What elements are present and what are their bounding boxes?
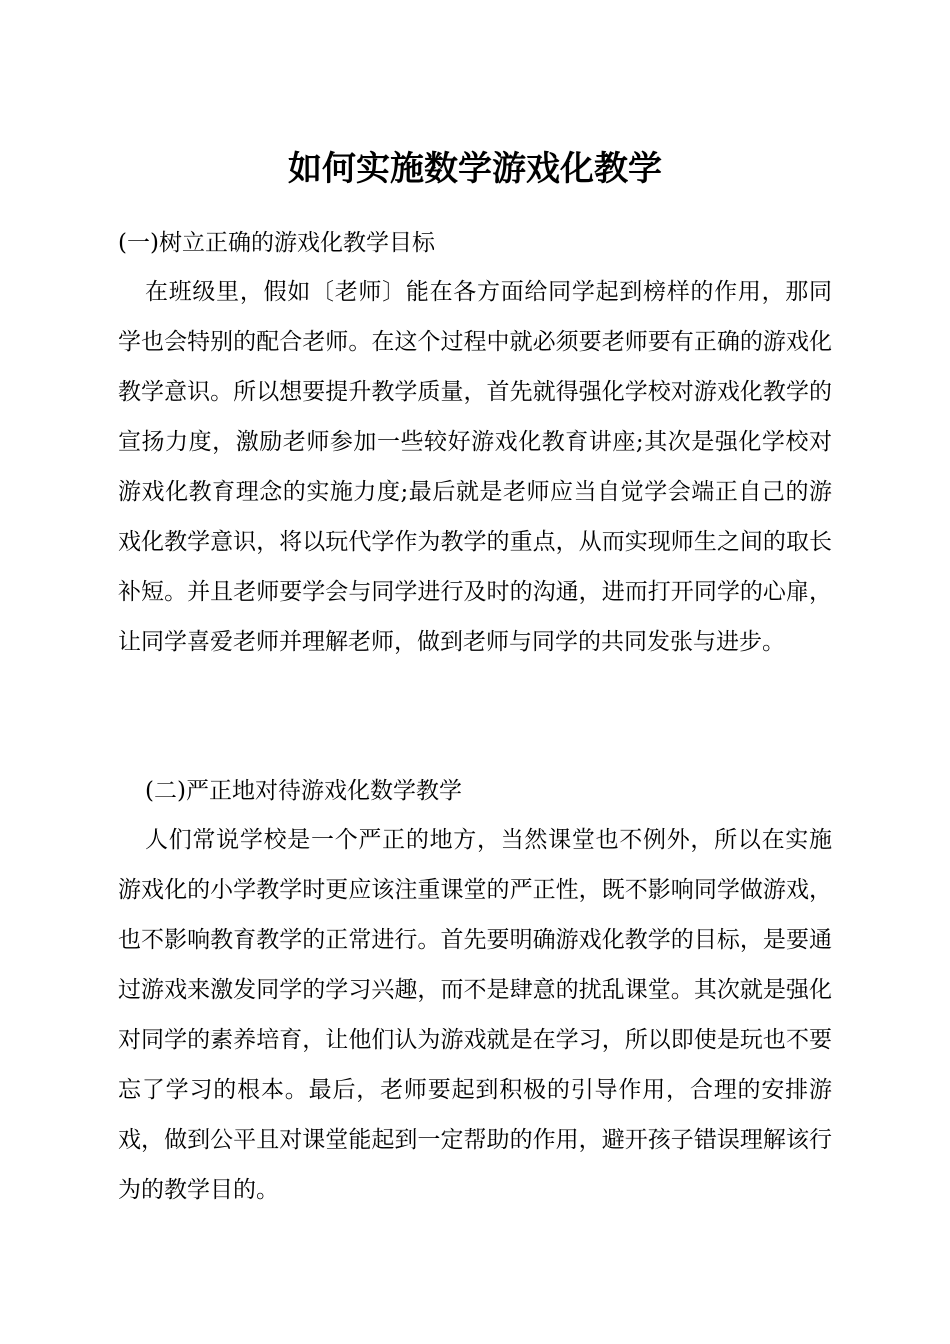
- section-paragraph-1: 在班级里，假如〔老师〕能在各方面给同学起到榜样的作用，那同学也会特别的配合老师。在这个过程中就必须要老师要有正确的游戏化教学意识。所以想要提升教学质量，首先就得强化学校对游戏化教学的宣扬力度，激励老师参加一些较好游戏化教育讲座;其次是强化学校对游戏化教育理念的实施力度;最后就是老师应当自觉学会端正自己的游戏化教学意识，将以玩代学作为教学的重点，从而实现师生之间的取长补短。并且老师要学会与同学进行及时的沟通，进而打开同学的心扉，让同学喜爱老师并理解老师，做到老师与同学的共同发张与进步。: [118, 279, 832, 655]
- section-heading-1: (一)树立正确的游戏化教学目标: [118, 230, 435, 256]
- document-title: 如何实施数学游戏化教学: [288, 149, 662, 189]
- section-heading-2: (二)严正地对待游戏化数学教学: [145, 778, 462, 804]
- section-paragraph-2: 人们常说学校是一个严正的地方，当然课堂也不例外，所以在实施游戏化的小学教学时更应该注重课堂的严正性，既不影响同学做游戏，也不影响教育教学的正常进行。首先要明确游戏化教学的目标，是要通过游戏来激发同学的学习兴趣，而不是肆意的扰乱课堂。其次就是强化对同学的素养培育，让他们认为游戏就是在学习，所以即使是玩也不要忘了学习的根本。最后，老师要起到积极的引导作用，合理的安排游戏，做到公平且对课堂能起到一定帮助的作用，避开孩子错误理解该行为的教学目的。: [118, 827, 832, 1203]
